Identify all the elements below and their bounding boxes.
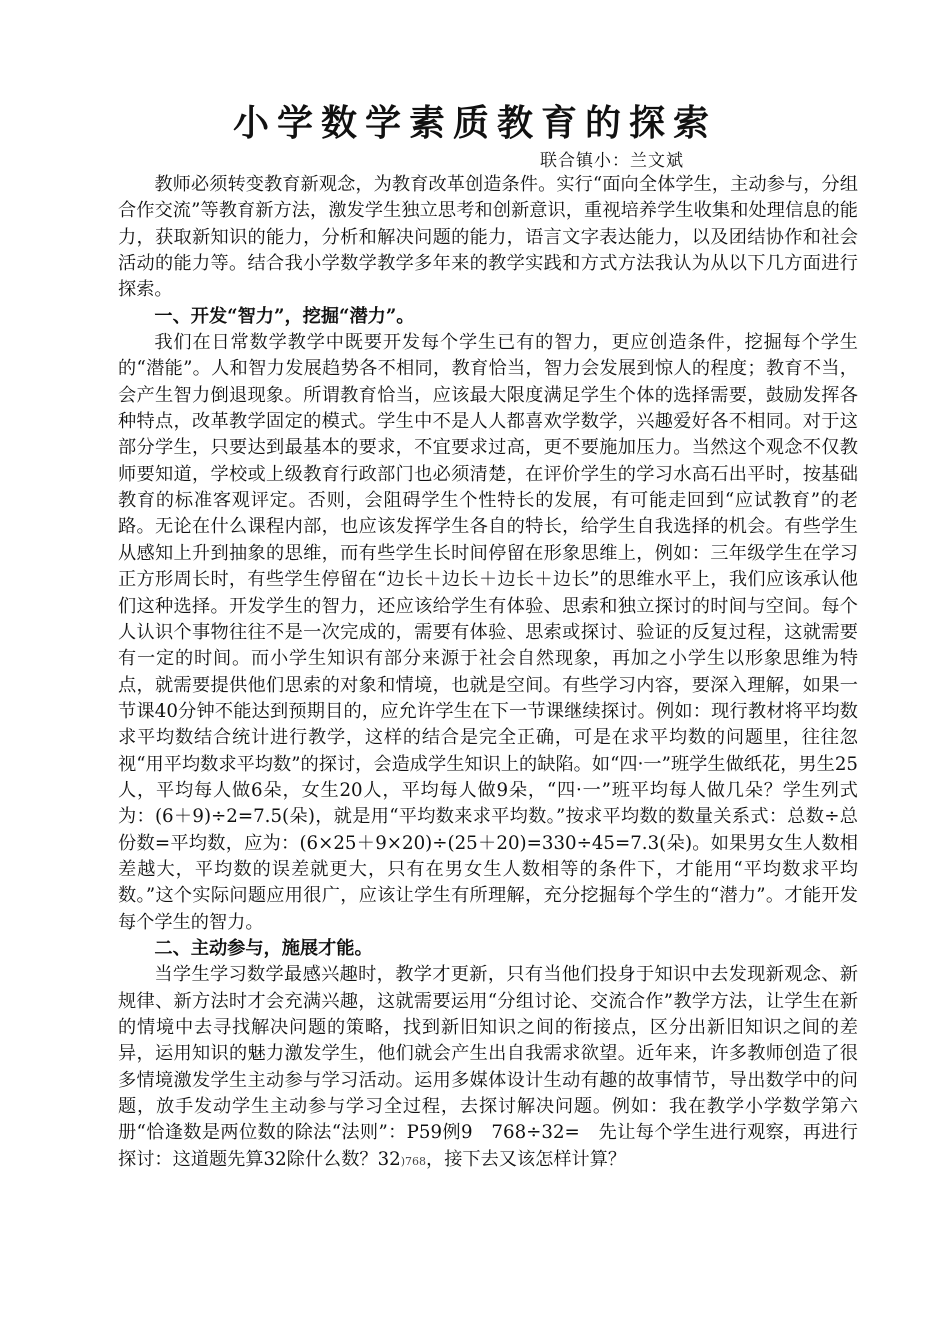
document-body (118, 172, 858, 1175)
document-title: 小学数学素质教育的探索 (232, 103, 717, 144)
section-1-heading: 一、开发“智力”，挖掘“潜力”。 (154, 305, 415, 327)
author-line: 联合镇小：兰文斌 (540, 151, 684, 171)
division-marker: )768 (400, 1154, 427, 1168)
section-2-text-before-marker: 当学生学习数学最感兴趣时，教学才更新，只有当他们投身于知识中去发现新观念、新规律、新方法时才会充满兴趣，这就需要运用“分组讨论、交流合作”教学方法，让学生在新的情境中去寻找解决问题的策略，找到新旧知识之间的衔接点，区分出新旧知识之间的差异，运用知识的魅力激发学生，他们就会产生出自我需求欲望。近年来，许多教师创造了很多情境激发学生主动参与学习活动。运用多媒体设计生动有趣的故事情节，导出数学中的问题，放手发动学生主动参与学习全过程，去探讨解决问题。例如：我在教学小学数学第六册“恰逢数是两位数的除法“法则”：P59例9 768÷32= 先让每个学生进行观察，再进行探讨：这道题先算32除什么数？32 (118, 964, 858, 1170)
section-2-heading: 二、主动参与，施展才能。 (154, 937, 373, 959)
intro-paragraph: 教师必须转变教育新观念，为教育改革创造条件。实行“面向全体学生，主动参与，分组合作交流”等教育新方法，激发学生独立思考和创新意识，重视培养学生收集和处理信息的能力，获取新知识的能力，分析和解决问题的能力，语言文字表达能力，以及团结协作和社会活动的能力等。结合我小学数学教学多年来的教学实践和方式方法我认为从以下几方面进行探索。 (118, 174, 858, 301)
section-1-paragraph: 我们在日常数学教学中既要开发每个学生已有的智力，更应创造条件，挖掘每个学生的“潜能”。人和智力发展趋势各不相同，教育恰当，智力会发展到惊人的程度；教育不当，会产生智力倒退现象。所谓教育恰当，应该最大限度满足学生个体的选择需要，鼓励发挥各种特点，改革教学固定的模式。学生中不是人人都喜欢学数学，兴趣爱好各不相同。对于这部分学生，只要达到最基本的要求，不宜要求过高，更不要施加压力。当然这个观念不仅教师要知道，学校或上级教育行政部门也必须清楚，在评价学生的学习水高石出平时，按基础教育的标准客观评定。否则，会阻碍学生个性特长的发展，有可能走回到“应试教育”的老路。无论在什么课程内部，也应该发挥学生各自的特长，给学生自我选择的机会。有些学生从感知上升到抽象的思维，而有些学生长时间停留在形象思维上，例如：三年级学生在学习正方形周长时，有些学生停留在“边长＋边长＋边长＋边长”的思维水平上，我们应该承认他们这种选择。开发学生的智力，还应该给学生有体验、思索和独立探讨的时间与空间。每个人认识个事物往往不是一次完成的，需要有体验、思索或探讨、验证的反复过程，这就需要有一定的时间。而小学生知识有部分来源于社会自然现象，再加之小学生以形象思维为特点，就需要提供他们思索的对象和情境，也就是空间。有些学习内容，要深入理解，如果一节课40分钟不能达到预期目的，应允许学生在下一节课继续探讨。例如：现行教材将平均数求平均数结合统计进行教学，这样的结合是完全正确，可是在求平均数的问题里，往往忽视“用平均数求平均数”的探讨，会造成学生知识上的缺陷。如“四·一”班学生做纸花，男生25人，平均每人做6朵，女生20人，平均每人做9朵，“四·一”班平均每人做几朵？学生列式为：(6＋9)÷2=7.5(朵)，就是用“平均数来求平均数。”按求平均数的数量关系式：总数÷总份数=平均数，应为：(6×25＋9×20)÷(25＋20)=330÷45=7.3(朵)。如果男女生人数相差越大，平均数的误差就更大，只有在男女生人数相等的条件下，才能用“平均数求平均数。”这个实际问题应用很广，应该让学生有所理解，充分挖掘每个学生的“潜力”。才能开发每个学生的智力。 (118, 332, 858, 933)
section-2-paragraph (118, 962, 858, 1175)
section-2-text-after-marker: ，接下去又该怎样计算？ (426, 1148, 627, 1170)
